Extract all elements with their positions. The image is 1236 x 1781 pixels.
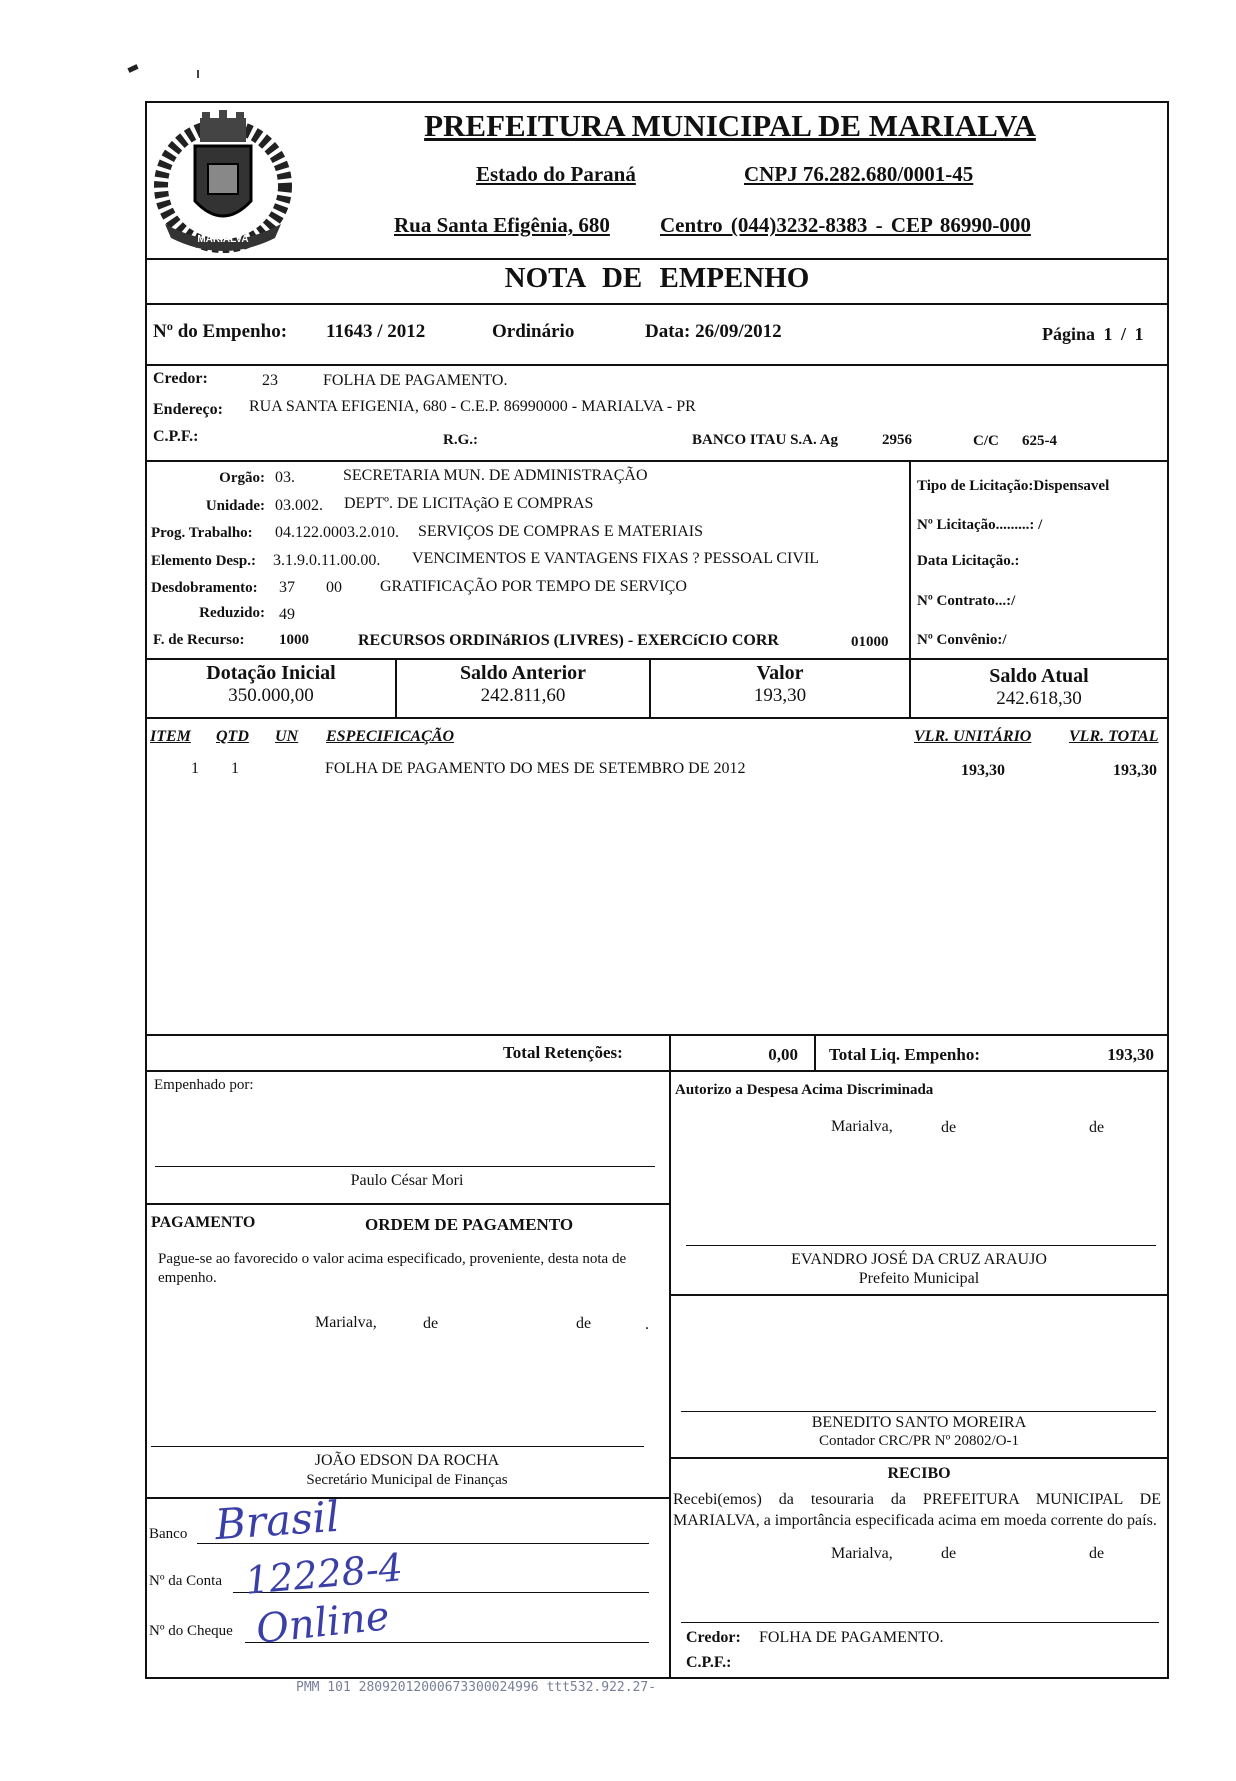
empenhado-por-label: Empenhado por: xyxy=(154,1077,254,1093)
autorizo-label: Autorizo a Despesa Acima Discriminada xyxy=(675,1082,934,1098)
item-quantity: 1 xyxy=(231,760,239,777)
state-label: Estado do Paraná xyxy=(476,162,636,186)
reduzido-label: Reduzido: xyxy=(199,605,265,621)
recibo-divider xyxy=(669,1457,1169,1459)
frame-right-border xyxy=(1167,101,1169,1679)
page-indicator: Página 1 / 1 xyxy=(1042,324,1144,344)
municipal-coat-of-arms-logo xyxy=(150,106,296,256)
balance-saldo-anterior xyxy=(397,662,649,707)
balance-label: Dotação Inicial xyxy=(206,662,336,684)
institution-title: PREFEITURA MUNICIPAL DE MARIALVA xyxy=(424,108,1036,143)
balance-label: Saldo Anterior xyxy=(459,662,587,684)
item-total-value: 193,30 xyxy=(1113,762,1157,779)
prog-trabalho-label: Prog. Trabalho: xyxy=(151,525,253,541)
recibo-title: RECIBO xyxy=(887,1465,951,1482)
recurso-label: F. de Recurso: xyxy=(153,632,245,648)
info-divider xyxy=(145,364,1169,366)
orgao-description: SECRETARIA MUN. DE ADMINISTRAÇÃO xyxy=(343,467,648,484)
unidade-label: Unidade: xyxy=(205,498,265,514)
pagamento-divider xyxy=(145,1203,669,1205)
elemento-label: Elemento Desp.: xyxy=(151,553,256,569)
recibo-credor-label: Credor: xyxy=(686,1629,741,1646)
elemento-description: VENCIMENTOS E VANTAGENS FIXAS ? PESSOAL CIVIL xyxy=(412,550,820,567)
secretary-title: Secretário Municipal de Finanças xyxy=(306,1472,508,1488)
total-retencoes-value: 0,00 xyxy=(768,1045,798,1064)
orgao-label: Orgão: xyxy=(219,470,265,486)
empenho-date: Data: 26/09/2012 xyxy=(645,321,782,342)
balance-divider xyxy=(145,717,1169,719)
recibo-city: Marialva, xyxy=(831,1545,893,1562)
licitacao-date: Data Licitação.: xyxy=(917,553,1020,569)
conta-label: Nº da Conta xyxy=(149,1573,222,1589)
totals-divider-line xyxy=(145,1070,1169,1072)
balance-value: 193,30 xyxy=(753,685,807,706)
mayor-title: Prefeito Municipal xyxy=(858,1270,980,1287)
prog-trabalho-description: SERVIÇOS DE COMPRAS E MATERIAIS xyxy=(418,523,703,540)
authorization-city: Marialva, xyxy=(831,1118,893,1135)
street-address: Rua Santa Efigênia, 680 xyxy=(394,213,610,237)
balance-label: Saldo Atual xyxy=(989,665,1089,687)
licitacao-type-text: Tipo de Licitação:Dispensavel xyxy=(917,478,1110,494)
title-divider xyxy=(145,303,1169,305)
payment-city: Marialva, xyxy=(315,1314,377,1331)
reduzido-value: 49 xyxy=(279,606,295,623)
cc-value: 625-4 xyxy=(1022,433,1057,449)
bank-name: BANCO ITAU S.A. Ag xyxy=(692,432,838,448)
column-header-qtd: QTD xyxy=(216,728,249,745)
column-header-item: ITEM xyxy=(150,728,191,745)
document-title: NOTA DE EMPENHO xyxy=(504,262,810,294)
total-liquido-value: 193,30 xyxy=(1107,1045,1154,1064)
credor-label: Credor: xyxy=(153,370,208,387)
payment-date-dot: . xyxy=(645,1316,649,1333)
rg-label: R.G.: xyxy=(443,432,478,448)
address-label: Endereço: xyxy=(153,401,223,418)
credor-address: RUA SANTA EFIGENIA, 680 - C.E.P. 86990000 - MARIALVA - PR xyxy=(249,398,696,415)
desdobramento-code: 37 xyxy=(279,579,295,596)
column-header-un: UN xyxy=(275,728,299,745)
ordem-pagamento-title: ORDEM DE PAGAMENTO xyxy=(365,1215,574,1234)
authorization-de-1: de xyxy=(941,1119,957,1136)
frame-bottom-border xyxy=(145,1677,1169,1679)
credor-name: FOLHA DE PAGAMENTO. xyxy=(323,372,508,389)
contact-info: Centro (044)3232-8383 - CEP 86990-000 xyxy=(660,213,1031,237)
empenho-type: Ordinário xyxy=(492,321,575,342)
prog-trabalho-code: 04.122.0003.2.010. xyxy=(275,524,399,541)
bank-agency: 2956 xyxy=(882,432,912,448)
empenho-number-label: Nº do Empenho: xyxy=(153,321,288,342)
balance-dotacao-inicial xyxy=(147,662,395,707)
mayor-signature-line xyxy=(686,1245,1156,1246)
cnpj-label: CNPJ 76.282.680/0001-45 xyxy=(744,162,974,186)
recibo-text: Recebi(emos) da tesouraria da PREFEITURA MUNICIPAL DE MARIALVA, a importância especificada acima em moeda corrente do país. xyxy=(673,1491,1161,1529)
svg-text:MARIALVA: MARIALVA xyxy=(197,234,249,245)
items-divider xyxy=(145,1034,1169,1036)
mayor-section-divider xyxy=(669,1294,1169,1296)
empenhado-por-name: Paulo César Mori xyxy=(350,1172,464,1189)
unidade-description: DEPTº. DE LICITAçãO E COMPRAS xyxy=(344,495,594,512)
banco-label: Banco xyxy=(149,1526,188,1542)
pagamento-label: PAGAMENTO xyxy=(151,1214,256,1231)
mayor-name: EVANDRO JOSÉ DA CRUZ ARAUJO xyxy=(791,1251,1047,1268)
recibo-de-1: de xyxy=(941,1545,957,1562)
orgao-code: 03. xyxy=(275,469,295,486)
elemento-code: 3.1.9.0.11.00.00. xyxy=(273,552,381,569)
cpf-label: C.P.F.: xyxy=(153,428,199,445)
cc-label: C/C xyxy=(973,433,999,449)
lower-center-divider xyxy=(669,1034,671,1677)
recurso-code: 1000 xyxy=(279,632,309,648)
convenio-number: Nº Convênio:/ xyxy=(917,632,1007,648)
credor-code: 23 xyxy=(262,372,278,389)
desdobramento-description: GRATIFICAÇÃO POR TEMPO DE SERVIÇO xyxy=(380,578,687,595)
balance-value: 242.811,60 xyxy=(480,685,566,706)
authentication-stamp: PMM 101 28092012000673300024996 ttt532.922.27- xyxy=(296,1680,657,1695)
accountant-name: BENEDITO SANTO MOREIRA xyxy=(811,1414,1027,1431)
cheque-handwritten: Online xyxy=(253,1593,392,1653)
contract-number: Nº Contrato...:/ xyxy=(917,593,1016,609)
cheque-label: Nº do Cheque xyxy=(149,1623,233,1639)
frame-left-border xyxy=(145,101,147,1679)
desdobramento-label: Desdobramento: xyxy=(151,580,258,596)
item-unit-value: 193,30 xyxy=(961,762,1005,779)
item-specification: FOLHA DE PAGAMENTO DO MES DE SETEMBRO DE 2012 xyxy=(325,760,746,777)
budget-column-divider xyxy=(909,460,911,661)
scan-mark xyxy=(127,64,138,73)
licitacao-type xyxy=(917,478,1109,495)
recibo-signature-line xyxy=(681,1622,1159,1623)
table-row xyxy=(145,760,1167,784)
conta-handwritten: 12228-4 xyxy=(243,1545,405,1603)
frame-top-border xyxy=(145,101,1169,103)
balance-valor xyxy=(651,662,909,707)
column-header-specification: ESPECIFICAÇÃO xyxy=(326,728,455,745)
creditor-divider xyxy=(145,460,1169,462)
accountant-signature-line xyxy=(681,1411,1156,1412)
licitacao-number: Nº Licitação.........: / xyxy=(917,517,1043,533)
balance-saldo-atual xyxy=(911,665,1167,710)
secretary-name: JOÃO EDSON DA ROCHA xyxy=(314,1452,500,1469)
empenho-number-value: 11643 / 2012 xyxy=(326,321,426,342)
recibo-cpf-label: C.P.F.: xyxy=(686,1654,732,1671)
item-number: 1 xyxy=(191,760,199,777)
budget-divider xyxy=(145,658,1169,660)
unidade-code: 03.002. xyxy=(275,497,323,514)
balance-label: Valor xyxy=(756,662,804,684)
payment-de-1: de xyxy=(423,1315,439,1332)
header-divider xyxy=(145,258,1169,260)
total-retencoes-label: Total Retenções: xyxy=(503,1043,623,1062)
column-header-total-value: VLR. TOTAL xyxy=(1069,728,1159,745)
recurso-description: RECURSOS ORDINáRIOS (LIVRES) - EXERCíCIO CORR xyxy=(358,632,779,649)
payment-de-2: de xyxy=(576,1315,592,1332)
totals-divider xyxy=(814,1034,816,1071)
desdobramento-sub: 00 xyxy=(326,579,342,596)
recibo-de-2: de xyxy=(1089,1545,1105,1562)
accountant-title: Contador CRC/PR Nº 20802/O-1 xyxy=(818,1433,1020,1449)
pague-se-text: Pague-se ao favorecido o valor acima especificado, proveniente, desta nota de empenho. xyxy=(158,1251,627,1286)
authorization-de-2: de xyxy=(1089,1119,1105,1136)
recurso-number: 01000 xyxy=(851,634,889,650)
column-header-unit-value: VLR. UNITÁRIO xyxy=(914,728,1032,745)
total-liquido-label: Total Liq. Empenho: xyxy=(829,1045,980,1064)
secretary-signature-line xyxy=(151,1446,644,1447)
balance-value: 242.618,30 xyxy=(996,688,1082,709)
balance-value: 350.000,00 xyxy=(228,685,314,706)
empenhado-signature-line xyxy=(155,1166,655,1167)
recibo-credor-value: FOLHA DE PAGAMENTO. xyxy=(759,1629,944,1646)
scan-mark-2 xyxy=(197,70,199,78)
banco-handwritten: Brasil xyxy=(213,1491,341,1550)
